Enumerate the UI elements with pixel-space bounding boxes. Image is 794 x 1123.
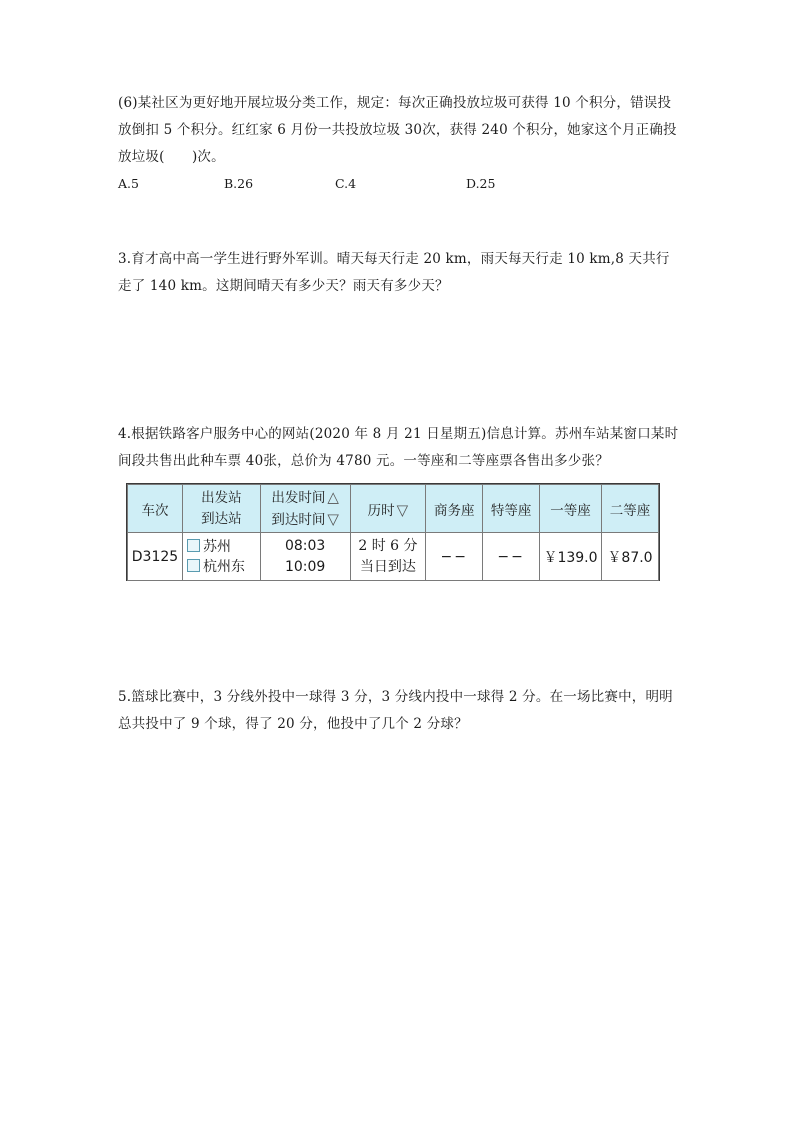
question-6-options xyxy=(118,176,678,196)
header-second: 二等座 xyxy=(601,485,658,533)
question-5-text: 5.篮球比赛中，3 分线外投中一球得 3 分，3 分线内投中一球得 2 分。在一场比赛中，明明总共投中了 9 个球，得了 20 分，他投中了几个 2 分球？ xyxy=(118,689,673,732)
header-first: 一等座 xyxy=(540,485,602,533)
cell-first-price: ￥139.0 xyxy=(540,533,602,581)
cell-business: −− xyxy=(426,533,483,581)
header-business: 商务座 xyxy=(426,485,483,533)
header-duration[interactable]: 历时 ▽ xyxy=(350,485,426,533)
sort-down-icon[interactable]: ▽ xyxy=(327,509,339,528)
cell-times: 08:03 10:09 xyxy=(260,533,350,581)
header-special: 特等座 xyxy=(483,485,540,533)
cell-special: −− xyxy=(483,533,540,581)
checkbox-icon[interactable] xyxy=(187,539,200,552)
table-header-row xyxy=(128,485,659,533)
header-train: 车次 xyxy=(128,485,183,533)
table-row xyxy=(128,533,659,581)
header-station: 出发站 到达站 xyxy=(182,485,260,533)
cell-stations: 苏州 杭州东 xyxy=(182,533,260,581)
question-3-text: 3.育才高中高一学生进行野外军训。晴天每天行走 20 km，雨天每天行走 10 km,8 天共行走了 140 km。这期间晴天有多少天？雨天有多少天？ xyxy=(118,251,670,294)
checkbox-icon[interactable] xyxy=(187,559,200,572)
option-c: C.4 xyxy=(335,176,357,191)
question-4-text: 4.根据铁路客户服务中心的网站(2020 年 8 月 21 日星期五)信息计算。苏州车站某窗口某时间段共售出此种车票 40张，总价为 4780 元。一等座和二等座票各售出多少张？ xyxy=(118,426,679,469)
option-b: B.26 xyxy=(224,176,254,191)
cell-train: D3125 xyxy=(128,533,183,581)
train-ticket-table xyxy=(126,483,660,581)
cell-duration: 2 时 6 分 当日到达 xyxy=(350,533,426,581)
option-a: A.5 xyxy=(118,176,139,191)
question-6-text: (6)某社区为更好地开展垃圾分类工作，规定：每次正确投放垃圾可获得 10 个积分，错误投放倒扣 5 个积分。红红家 6 月份一共投放垃圾 30次，获得 240 个积分，她家这个月正确投放垃圾( )次。 xyxy=(118,95,677,165)
sort-down-icon[interactable]: ▽ xyxy=(396,500,409,519)
cell-second-price: ￥87.0 xyxy=(601,533,658,581)
sort-up-icon[interactable]: △ xyxy=(327,487,339,506)
header-time[interactable]: 出发时间 △ 到达时间 ▽ xyxy=(260,485,350,533)
option-d: D.25 xyxy=(466,176,496,191)
